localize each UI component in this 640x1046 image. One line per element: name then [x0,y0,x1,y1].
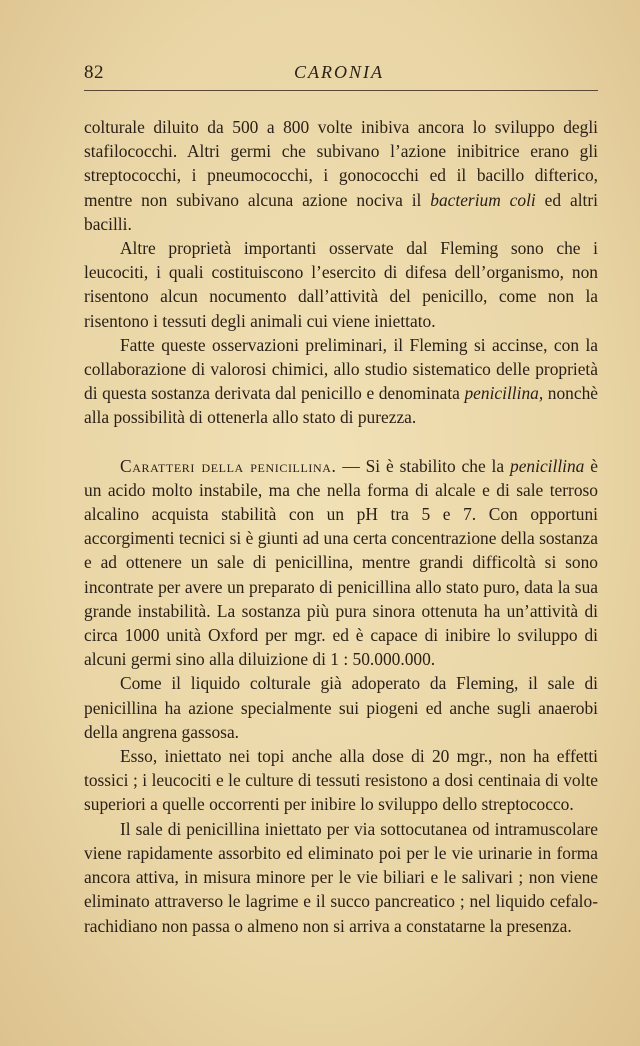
running-title: CARONIA [294,62,384,82]
header-rule [84,90,598,91]
section-heading: Caratteri della penicillina. [120,455,337,476]
italic-term: bacterium coli [430,189,536,210]
body-text [84,115,598,938]
paragraph-1: colturale diluito da 500 a 800 volte inibiva ancora lo sviluppo degli stafilococchi. Altri germi che subivano l’azione inibitrice erano gli streptococchi, i pneumococchi, i gonococchi ed il bacillo difterico, mentre non subivano alcuna azione nociva il bacterium coli ed altri bacilli. [84,117,598,234]
italic-term: penicillina, [464,383,544,404]
italic-term: penicillina [510,455,585,476]
paragraph-4: Caratteri della penicillina. — Si è stabilito che la penicillina è un acido molto instabile, ma che nella forma di alcale e di sale terroso alcalino acquista stabilità con un pH tra 5 e 7. Con opportuni accorgimenti tecnici si è giunti ad una certa concentrazione della sostanza e ad ottenere un sale di penicillina, mentre grandi difficoltà si sono incontrate per avere un preparato di penicillina allo stato puro, data la sua grande instabilità. La sostanza più pura sinora ottenuta ha un’attività di circa 1000 unità Oxford per mgr. ed è capace di inibire lo sviluppo di alcuni germi sino alla diluizione di 1 : 50.000.000. [84,455,598,670]
page-number: 82 [84,62,104,83]
paragraph-7: Il sale di penicillina iniettato per via sottocutanea od intramuscolare viene rapidamente assorbito ed eliminato poi per le vie urinarie in forma ancora attiva, in misura minore per le vie biliari e le salivari ; non viene eliminato attraverso le lagrime e il succo pancreatico ; nel liquido cefalo-rachidiano non passa o almeno non si arriva a constatarne la presenza. [84,818,598,936]
paragraph-5: Come il liquido colturale già adoperato da Fleming, il sale di penicillina ha azione specialmente sui piogeni ed anche sugli anaerobi della angrena gassosa. [84,673,598,742]
paragraph-6: Esso, iniettato nei topi anche alla dose di 20 mgr., non ha effetti tossici ; i leucociti e le culture di tessuti resistono a dosi centinaia di volte superiori a quelle occorrenti per inibire lo sviluppo dello streptococco. [84,746,598,815]
paragraph-3: Fatte queste osservazioni preliminari, il Fleming si accinse, con la collaborazione di valorosi chimici, allo studio sistematico delle proprietà di questa sostanza derivata dal penicillo e denominata penicillina, nonchè alla possibilità di ottenerla allo stato di purezza. [84,334,598,428]
page-header [84,62,598,90]
paragraph-2: Altre proprietà importanti osservate dal Fleming sono che i leucociti, i quali costituiscono l’esercito di difesa dell’organismo, non risentono alcun nocumento dall’attività del penicillo, come non la risentono i tessuti degli animali cui viene iniettato. [84,238,598,331]
